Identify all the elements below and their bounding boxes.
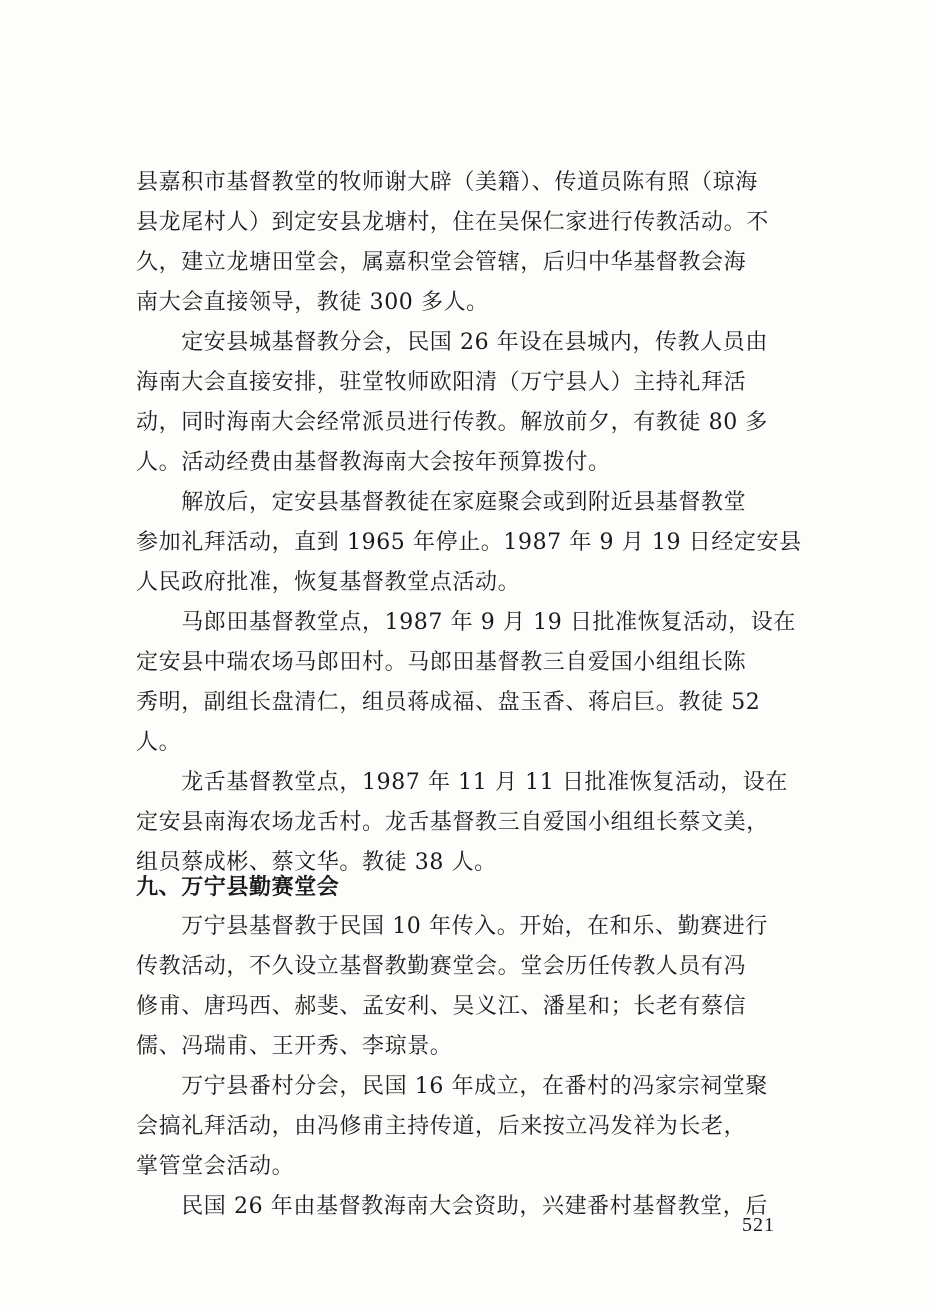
text-line: 万宁县基督教于民国 10 年传入。开始，在和乐、勤赛进行	[136, 914, 768, 939]
text-line: 龙舌基督教堂点，1987 年 11 月 11 日批准恢复活动，设在	[136, 770, 788, 795]
text-line: 掌管堂会活动。	[136, 1154, 295, 1179]
text-line: 久，建立龙塘田堂会，属嘉积堂会管辖，后归中华基督教会海	[136, 250, 747, 275]
text-line: 人民政府批准，恢复基督教堂点活动。	[136, 570, 521, 595]
text-line: 定安县中瑞农场马郎田村。马郎田基督教三自爱国小组组长陈	[136, 650, 747, 675]
text-line: 解放后，定安县基督教徒在家庭聚会或到附近县基督教堂	[136, 490, 747, 515]
text-line: 会搞礼拜活动，由冯修甫主持传道，后来按立冯发祥为长老，	[136, 1114, 747, 1139]
text-line: 万宁县番村分会，民国 16 年成立，在番村的冯家宗祠堂聚	[136, 1074, 768, 1099]
text-line: 修甫、唐玛西、郝斐、孟安利、吴义江、潘星和；长老有蔡信	[136, 994, 747, 1019]
text-line: 动，同时海南大会经常派员进行传教。解放前夕，有教徒 80 多	[136, 410, 768, 435]
section-1-body	[136, 163, 816, 883]
text-line: 儒、冯瑞甫、王开秀、李琼景。	[136, 1034, 453, 1059]
text-line: 秀明，副组长盘清仁，组员蒋成福、盘玉香、蒋启巨。教徒 52	[136, 690, 761, 715]
section-2-body	[136, 867, 816, 1227]
text-line: 人。	[136, 730, 182, 755]
text-line: 马郎田基督教堂点，1987 年 9 月 19 日批准恢复活动，设在	[136, 610, 796, 635]
text-line: 定安县城基督教分会，民国 26 年设在县城内，传教人员由	[136, 330, 768, 355]
text-line: 海南大会直接安排，驻堂牧师欧阳清（万宁县人）主持礼拜活	[136, 370, 747, 395]
text-line: 民国 26 年由基督教海南大会资助，兴建番村基督教堂，后	[136, 1194, 768, 1219]
text-line: 组员蔡成彬、蔡文华。教徒 38 人。	[136, 850, 497, 875]
text-line: 传教活动，不久设立基督教勤赛堂会。堂会历任传教人员有冯	[136, 954, 747, 979]
section-heading: 九、万宁县勤赛堂会	[136, 874, 340, 900]
text-line: 县嘉积市基督教堂的牧师谢大辟（美籍）、传道员陈有照（琼海	[136, 170, 758, 195]
text-line: 参加礼拜活动，直到 1965 年停止。1987 年 9 月 19 日经定安县	[136, 530, 802, 555]
text-line: 人。活动经费由基督教海南大会按年预算拨付。	[136, 450, 611, 475]
text-line: 南大会直接领导，教徒 300 多人。	[136, 290, 489, 315]
text-line: 县龙尾村人）到定安县龙塘村，住在吴保仁家进行传教活动。不	[136, 210, 769, 235]
page-number: 521	[742, 1214, 775, 1236]
text-line: 定安县南海农场龙舌村。龙舌基督教三自爱国小组组长蔡文美，	[136, 810, 769, 835]
